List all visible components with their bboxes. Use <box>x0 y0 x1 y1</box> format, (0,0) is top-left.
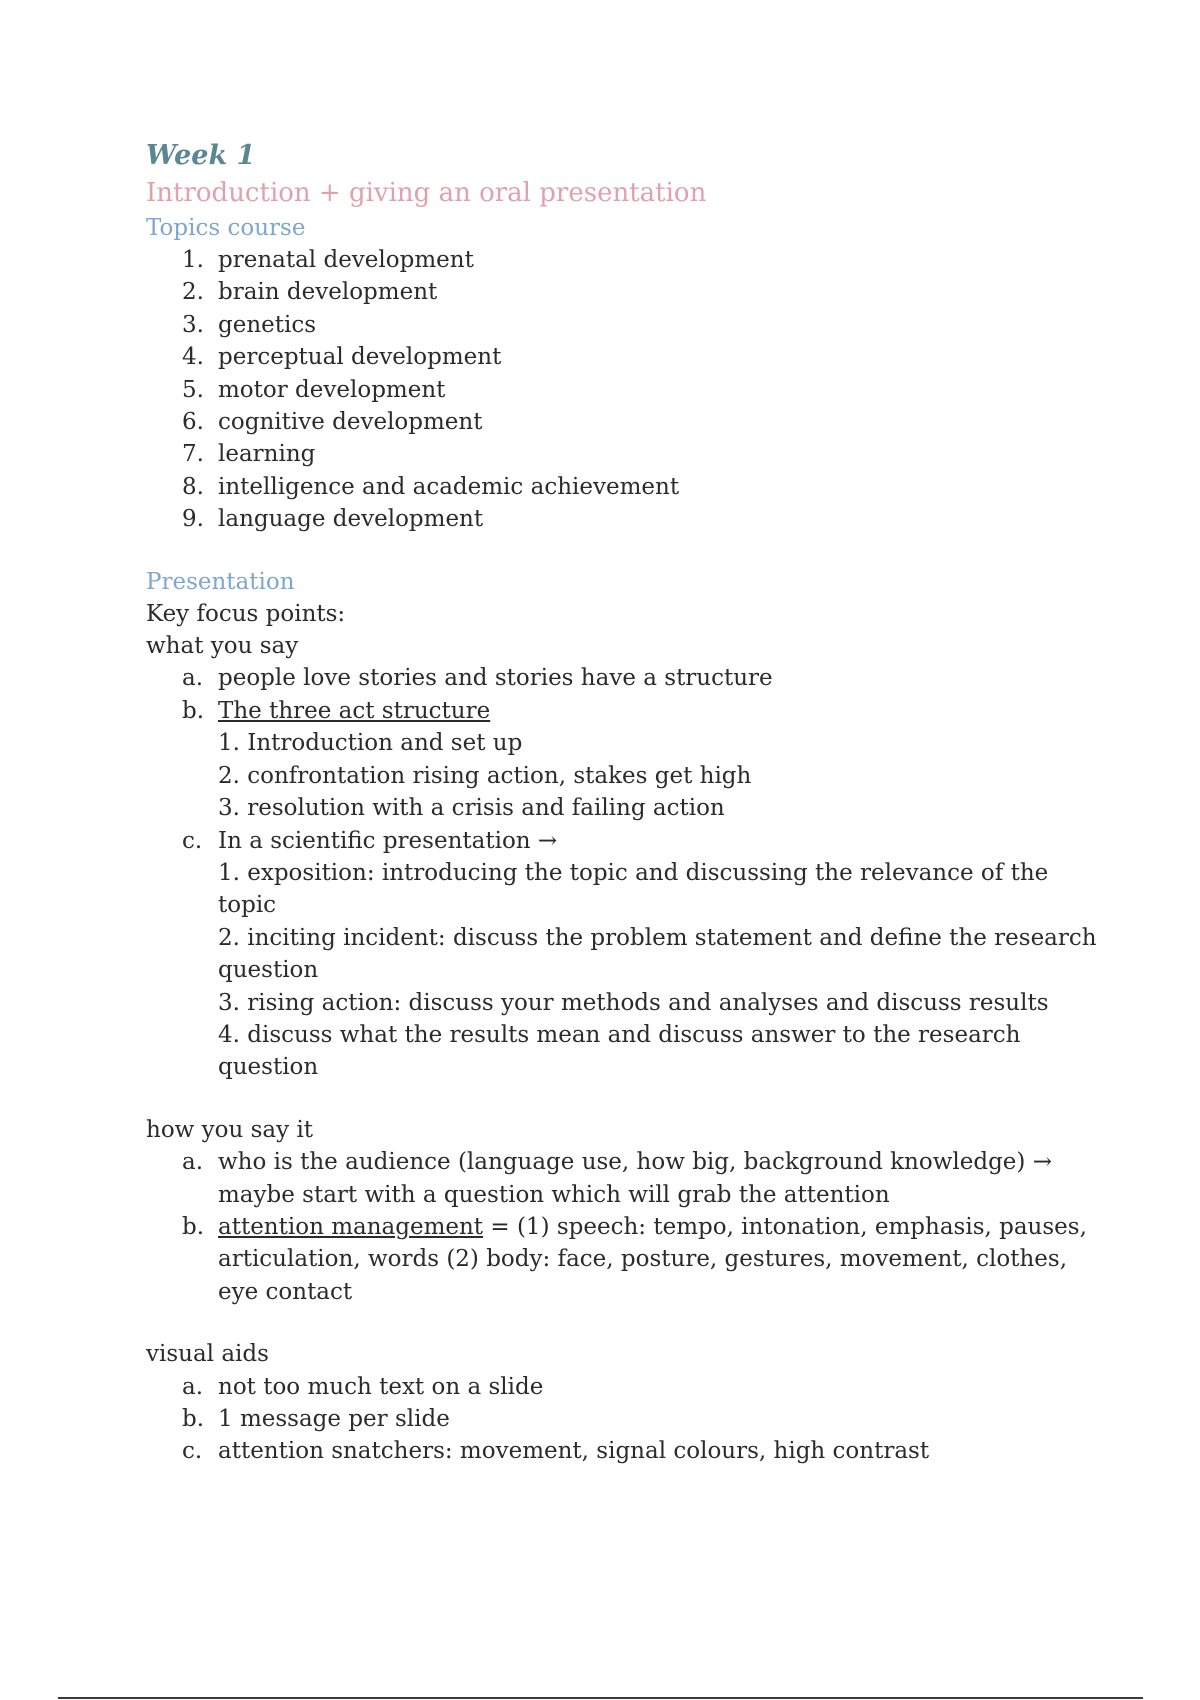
document-page <box>146 138 1106 1468</box>
sub-list-item <box>146 760 1106 792</box>
list-item-text: who is the audience (language use, how big, background knowledge) → maybe start with a question which will grab the attention <box>218 1149 1052 1208</box>
list-item-text: attention snatchers: movement, signal colours, high contrast <box>218 1438 930 1465</box>
sub-item-text: 3. rising action: discuss your methods and analyses and discuss results <box>218 989 1049 1016</box>
sub-list-item <box>146 792 1106 824</box>
sub-item-text: 3. resolution with a crisis and failing action <box>218 795 725 822</box>
list-item-text: perceptual development <box>218 344 502 371</box>
list-marker: b. <box>182 1406 205 1432</box>
list-marker: b. <box>182 697 205 724</box>
list-item-text: brain development <box>218 279 438 306</box>
list-marker: 1. <box>182 247 204 273</box>
list-item <box>146 374 1106 406</box>
topics-heading: Topics course <box>146 215 306 241</box>
list-item <box>146 309 1106 341</box>
list-marker: a. <box>182 1149 204 1176</box>
how-you-say-it-label: how you say it <box>146 1116 314 1143</box>
list-item-text: learning <box>218 441 316 468</box>
sub-list-item <box>146 727 1106 759</box>
list-item <box>146 1211 1106 1308</box>
list-item <box>146 471 1106 503</box>
list-marker: 5. <box>182 376 204 403</box>
list-item <box>146 695 1106 727</box>
presentation-heading: Presentation <box>146 568 295 595</box>
sub-item-text: 1. exposition: introducing the topic and discussing the relevance of the topic <box>218 859 1049 919</box>
list-item <box>146 825 1106 857</box>
list-marker: 6. <box>182 409 204 436</box>
sub-item-text: 2. confrontation rising action, stakes get high <box>218 762 752 789</box>
list-item <box>146 244 1106 276</box>
list-marker: b. <box>182 1213 205 1240</box>
sub-list-item <box>146 1019 1106 1084</box>
list-item-text: genetics <box>218 311 317 338</box>
sub-item-text: 2. inciting incident: discuss the problem statement and define the research question <box>218 924 1097 984</box>
list-marker: 7. <box>182 441 204 468</box>
list-marker: 2. <box>182 279 204 306</box>
sub-item-text: 4. discuss what the results mean and discuss answer to the research question <box>218 1021 1021 1081</box>
list-marker: c. <box>182 1438 203 1465</box>
list-item-text: In a scientific presentation → <box>218 827 558 854</box>
list-marker: 3. <box>182 311 204 338</box>
list-item <box>146 406 1106 438</box>
topics-list <box>146 244 1106 536</box>
what-you-say-list <box>146 662 1106 1083</box>
list-item <box>146 1435 1106 1467</box>
list-marker: 4. <box>182 344 204 371</box>
list-item-text: not too much text on a slide <box>218 1373 544 1400</box>
list-item-text: people love stories and stories have a structure <box>218 665 773 692</box>
visual-aids-list <box>146 1371 1106 1468</box>
list-item-text: cognitive development <box>218 409 483 436</box>
list-marker: c. <box>182 827 203 854</box>
list-item <box>146 438 1106 470</box>
list-item-text: intelligence and academic achievement <box>218 473 680 500</box>
list-marker: a. <box>182 1373 204 1400</box>
sub-list-item <box>146 922 1106 987</box>
list-item <box>146 341 1106 373</box>
list-item-text: language development <box>218 506 484 533</box>
three-act-structure-label: The three act structure <box>218 697 491 724</box>
how-you-say-it-list <box>146 1146 1106 1308</box>
attention-management-label: attention management <box>218 1213 484 1240</box>
week-heading: Week 1 <box>146 140 256 171</box>
visual-aids-label: visual aids <box>146 1341 269 1368</box>
list-marker: 9. <box>182 506 204 533</box>
sub-list-item <box>146 857 1106 922</box>
key-focus-label: Key focus points: <box>146 600 346 627</box>
what-you-say-label: what you say <box>146 633 299 660</box>
spacer <box>146 536 1106 566</box>
list-item <box>146 662 1106 694</box>
list-item-text: 1 message per slide <box>218 1406 450 1432</box>
list-item-text: = (1) speech: tempo, intonation, emphasis, pauses, articulation, words (2) body: face, posture, gestures, movement, clothes, eye contact <box>218 1213 1087 1305</box>
spacer <box>146 1084 1106 1114</box>
spacer <box>146 1308 1106 1338</box>
document-title: Introduction + giving an oral presentation <box>146 178 707 208</box>
list-item <box>146 1403 1106 1435</box>
list-item-text: motor development <box>218 376 446 403</box>
list-item <box>146 276 1106 308</box>
sub-item-text: 1. Introduction and set up <box>218 730 523 757</box>
bottom-divider <box>58 1697 1143 1699</box>
list-marker: 8. <box>182 473 204 500</box>
list-marker: a. <box>182 665 204 692</box>
list-item <box>146 1371 1106 1403</box>
list-item <box>146 1146 1106 1211</box>
list-item <box>146 503 1106 535</box>
sub-list-item <box>146 987 1106 1019</box>
list-item-text: prenatal development <box>218 247 474 273</box>
